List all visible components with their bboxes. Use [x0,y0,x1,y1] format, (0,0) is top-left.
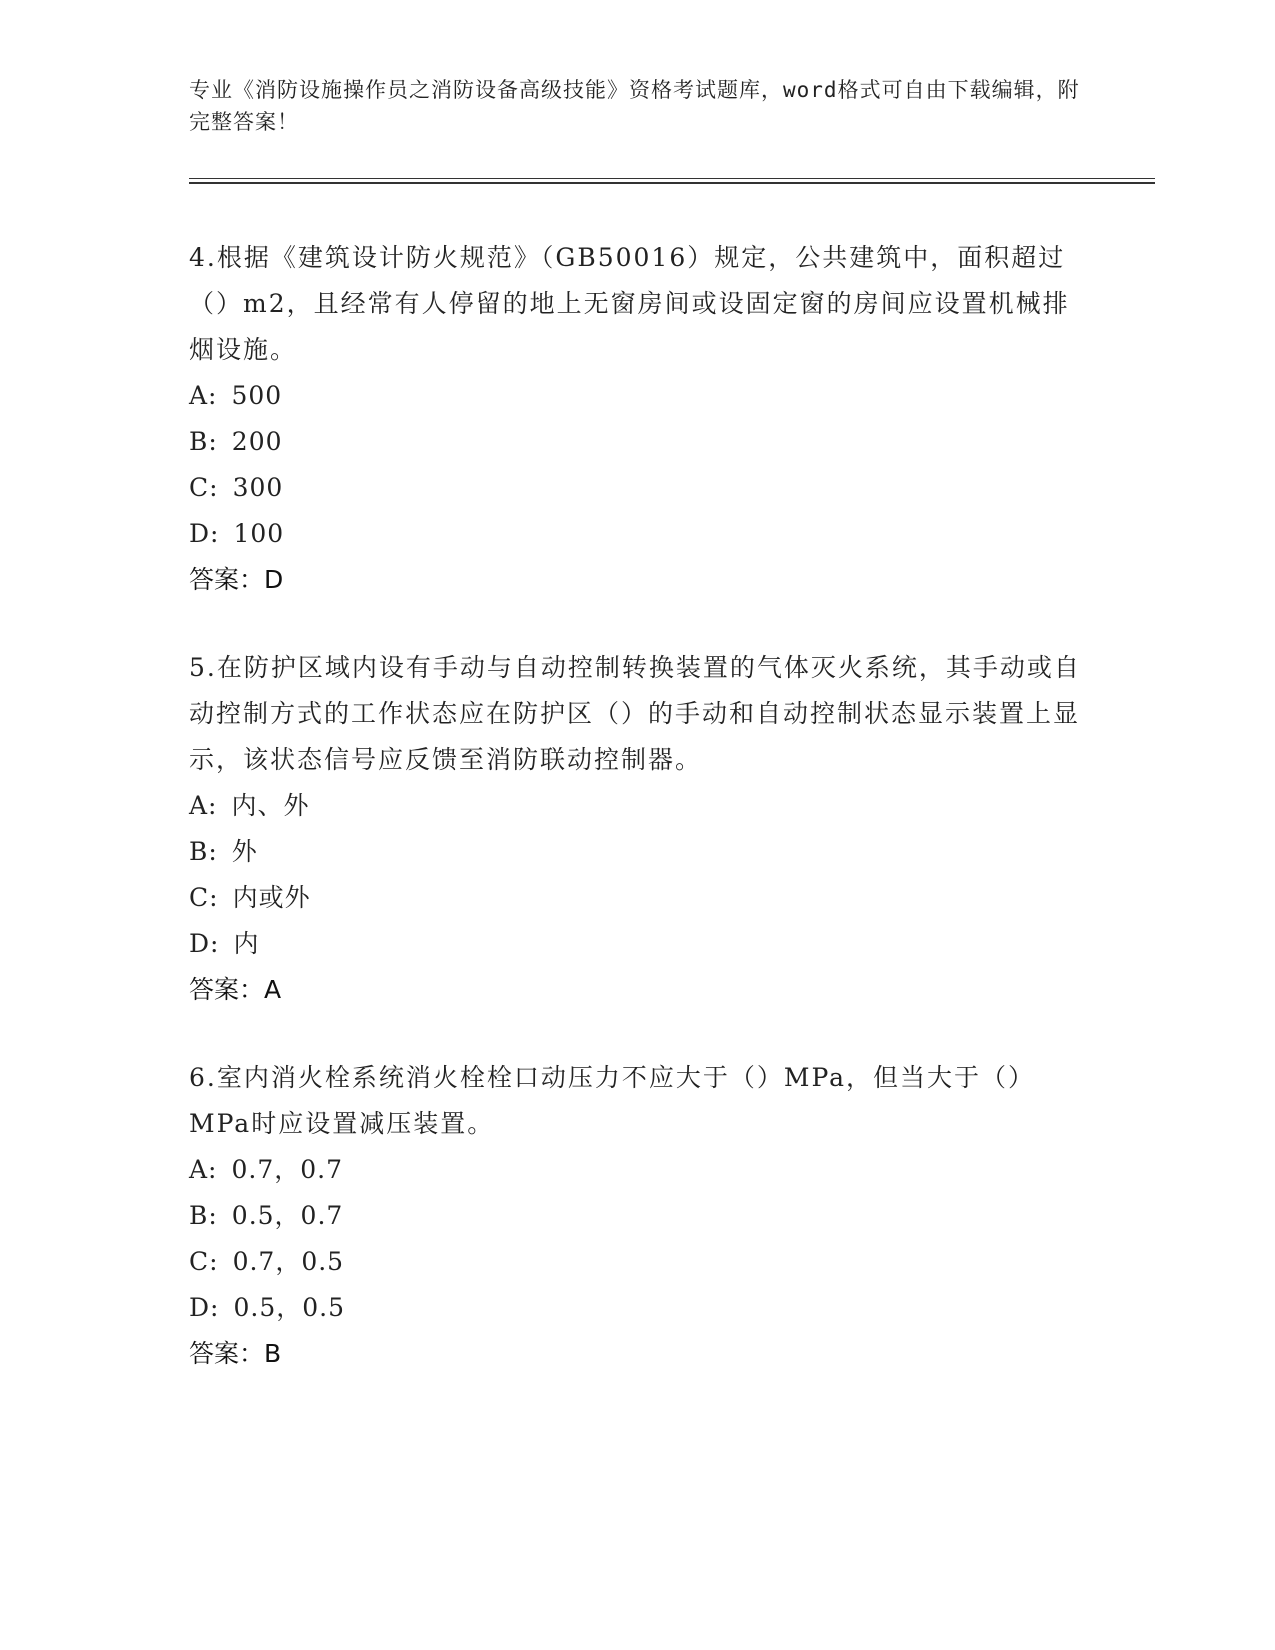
option-letter: B: [189,837,218,866]
answer-label: 答案：A [189,975,282,1004]
option-text: 500 [231,381,283,410]
question-6 [189,1055,1089,1377]
option-letter: C: [189,1247,219,1276]
option-text: 200 [231,427,283,456]
option-letter: C: [189,883,219,912]
header-rule-thick [189,182,1155,184]
option-c [189,875,1089,921]
option-letter: B: [189,427,218,456]
option-a [189,783,1089,829]
option-text: 外 [231,837,258,866]
option-d [189,511,1089,557]
option-d [189,1285,1089,1331]
option-text: 300 [232,473,284,502]
option-text: 0.5，0.7 [231,1201,344,1230]
option-text: 内 [233,929,260,958]
option-text: 100 [233,519,285,548]
option-text: 0.5，0.5 [233,1293,345,1322]
option-b [189,419,1089,465]
option-text: 内或外 [232,883,311,912]
option-text: 0.7，0.7 [231,1155,344,1184]
option-letter: D: [189,519,220,548]
question-5 [189,645,1089,1013]
question-stem: 6.室内消火栓系统消火栓栓口动压力不应大于（）MPa，但当大于（）MPa时应设置减压装置。 [189,1063,1036,1138]
option-letter: B: [189,1201,218,1230]
option-c [189,465,1089,511]
question-stem: 5.在防护区域内设有手动与自动控制转换装置的气体灭火系统，其手动或自动控制方式的工作状态应在防护区（）的手动和自动控制状态显示装置上显示，该状态信号应反馈至消防联动控制器。 [189,653,1081,774]
option-c [189,1239,1089,1285]
option-a [189,1147,1089,1193]
option-d [189,921,1089,967]
answer-label: 答案：D [189,565,284,594]
option-letter: D: [189,929,220,958]
option-b [189,829,1089,875]
option-letter: A: [189,791,218,820]
option-letter: A: [189,381,218,410]
question-4 [189,235,1089,603]
document-header: 专业《消防设施操作员之消防设备高级技能》资格考试题库，word格式可自由下载编辑，附完整答案！ [189,78,1080,134]
answer-label: 答案：B [189,1339,282,1368]
question-stem: 4.根据《建筑设计防火规范》（GB50016）规定，公共建筑中，面积超过（）m2，且经常有人停留的地上无窗房间或设固定窗的房间应设置机械排烟设施。 [189,243,1070,364]
option-letter: A: [189,1155,218,1184]
option-b [189,1193,1089,1239]
option-text: 内、外 [231,791,310,820]
option-text: 0.7，0.5 [232,1247,345,1276]
option-letter: D: [189,1293,220,1322]
option-letter: C: [189,473,219,502]
option-a [189,373,1089,419]
header-rule-thin [189,178,1155,179]
